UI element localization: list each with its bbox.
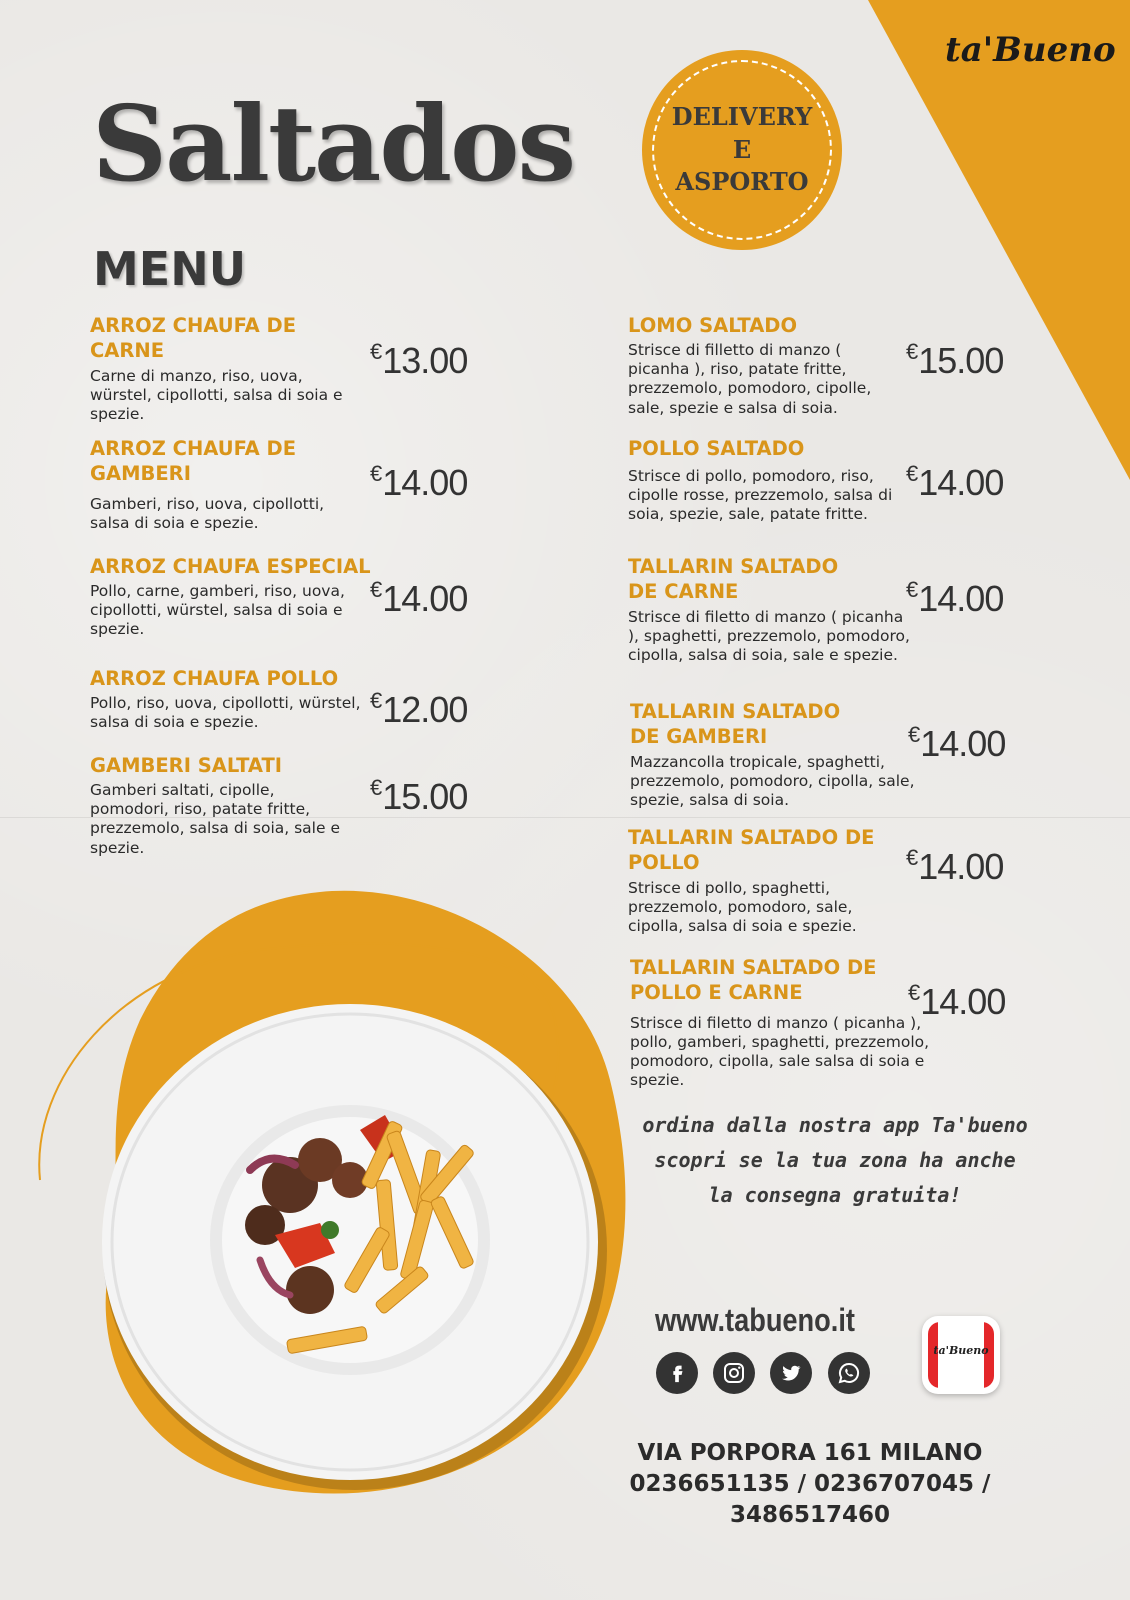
- currency-symbol: €: [370, 775, 382, 800]
- price-value: 14.00: [920, 723, 1006, 764]
- menu-item-price: [906, 461, 1003, 504]
- currency-symbol: €: [906, 577, 918, 602]
- menu-item-desc: Strisce di filetto di manzo ( picanha ), spaghetti, prezzemolo, pomodoro, cipolla, salsa di soia, sale e spezie.: [628, 607, 910, 664]
- price-value: 14.00: [918, 462, 1004, 503]
- menu-item[interactable]: [90, 436, 360, 533]
- brand-logo[interactable]: [945, 30, 1115, 100]
- instagram-icon[interactable]: [713, 1352, 755, 1394]
- menu-item-price: [370, 775, 467, 818]
- price-value: 14.00: [918, 846, 1004, 887]
- promo-line-1: ordina dalla nostra app Ta'bueno: [642, 1113, 1028, 1137]
- menu-item-price: [370, 577, 467, 620]
- menu-item-desc: Mazzancolla tropicale, spaghetti, prezzemolo, pomodoro, cipolla, sale, spezie, salsa di soia.: [630, 752, 915, 809]
- menu-item[interactable]: [628, 554, 913, 665]
- menu-item[interactable]: [90, 753, 355, 858]
- menu-item-name: TALLARIN SALTADO DE GAMBERI: [630, 700, 841, 749]
- price-value: 13.00: [382, 340, 468, 381]
- badge-line-1: DELIVERY: [671, 102, 813, 132]
- menu-item-price: [370, 688, 467, 731]
- food-plate-image: [20, 880, 640, 1520]
- app-icon[interactable]: [922, 1316, 1000, 1394]
- menu-item[interactable]: [90, 313, 345, 424]
- menu-item[interactable]: [628, 436, 898, 525]
- menu-item-price: [906, 845, 1003, 888]
- menu-item-name: TALLARIN SALTADO DE POLLO: [628, 826, 875, 875]
- address-street: VIA PORPORA 161 MILANO: [637, 1440, 983, 1466]
- badge-line-3: ASPORTO: [675, 167, 809, 197]
- menu-item-desc: Pollo, carne, gamberi, riso, uova, cipollotti, würstel, salsa di soia e spezie.: [90, 582, 345, 639]
- facebook-icon[interactable]: [656, 1352, 698, 1394]
- delivery-badge-ring: [652, 60, 832, 240]
- menu-item-name: ARROZ CHAUFA POLLO: [90, 667, 339, 690]
- price-value: 15.00: [918, 340, 1004, 381]
- address-phones: 0236651135 / 0236707045 / 3486517460: [629, 1471, 991, 1529]
- currency-symbol: €: [906, 339, 918, 364]
- menu-item-desc: Strisce di filletto di manzo ( picanha ), riso, patate fritte, prezzemolo, pomodoro, cipolle, sale, spezie e salsa di soia.: [628, 341, 872, 417]
- menu-item-desc: Strisce di pollo, spaghetti, prezzemolo, pomodoro, sale, cipolla, salsa di soia e spezie.: [628, 878, 857, 935]
- page-title: Saltados: [92, 82, 575, 205]
- menu-item-desc: Strisce di filetto di manzo ( picanha ), pollo, gamberi, spaghetti, prezzemolo, pomodoro, cipolla, sale salsa di soia e spezie.: [630, 1013, 930, 1089]
- price-value: 12.00: [382, 689, 468, 730]
- menu-item-price: [908, 980, 1005, 1023]
- menu-item-name: LOMO SALTADO: [628, 314, 798, 337]
- menu-item-desc: Carne di manzo, riso, uova, würstel, cipollotti, salsa di soia e spezie.: [90, 366, 343, 423]
- whatsapp-icon[interactable]: [828, 1352, 870, 1394]
- brand-logo-text: ta'Bueno: [945, 30, 1116, 70]
- menu-item[interactable]: [90, 554, 390, 640]
- page-subtitle: MENU: [93, 242, 247, 296]
- price-value: 14.00: [920, 981, 1006, 1022]
- currency-symbol: €: [370, 577, 382, 602]
- menu-item-name: TALLARIN SALTADO DE POLLO E CARNE: [630, 956, 877, 1005]
- menu-item-name: ARROZ CHAUFA DE CARNE: [90, 314, 297, 363]
- currency-symbol: €: [370, 339, 382, 364]
- app-icon-label: ta'Bueno: [933, 1344, 989, 1357]
- currency-symbol: €: [908, 980, 920, 1005]
- menu-item[interactable]: [90, 666, 365, 732]
- price-value: 14.00: [918, 578, 1004, 619]
- menu-item-price: [906, 339, 1003, 382]
- promo-text: [640, 1108, 1030, 1213]
- menu-item-name: GAMBERI SALTATI: [90, 754, 283, 777]
- menu-item-price: [906, 577, 1003, 620]
- badge-line-2: E: [732, 134, 752, 164]
- twitter-icon[interactable]: [770, 1352, 812, 1394]
- currency-symbol: €: [908, 722, 920, 747]
- currency-symbol: €: [906, 845, 918, 870]
- website-link[interactable]: www.tabueno.it: [655, 1302, 855, 1338]
- menu-item[interactable]: [628, 313, 903, 418]
- menu-item-name: ARROZ CHAUFA ESPECIAL: [90, 555, 371, 578]
- currency-symbol: €: [370, 688, 382, 713]
- menu-item-price: [370, 339, 467, 382]
- menu-item-name: TALLARIN SALTADO DE CARNE: [628, 555, 839, 604]
- menu-item-name: POLLO SALTADO: [628, 437, 805, 460]
- price-value: 15.00: [382, 776, 468, 817]
- menu-item-desc: Gamberi, riso, uova, cipollotti, salsa di soia e spezie.: [90, 494, 325, 532]
- currency-symbol: €: [370, 461, 382, 486]
- menu-item[interactable]: [630, 699, 930, 810]
- menu-item-desc: Strisce di pollo, pomodoro, riso, cipolle rosse, prezzemolo, salsa di soia, spezie, sale, patate fritte.: [628, 467, 893, 524]
- price-value: 14.00: [382, 462, 468, 503]
- promo-line-2: scopri se la tua zona ha anche: [654, 1148, 1016, 1172]
- menu-item[interactable]: [630, 955, 930, 1090]
- menu-item-price: [908, 722, 1005, 765]
- price-value: 14.00: [382, 578, 468, 619]
- address-block: [550, 1438, 1070, 1531]
- delivery-badge: [642, 50, 842, 250]
- menu-item-desc: Gamberi saltati, cipolle, pomodori, riso, patate fritte, prezzemolo, salsa di soia, sale e spezie.: [90, 781, 340, 857]
- menu-item[interactable]: [628, 825, 893, 936]
- menu-item-name: ARROZ CHAUFA DE GAMBERI: [90, 437, 297, 486]
- menu-item-desc: Pollo, riso, uova, cipollotti, würstel, salsa di soia e spezie.: [90, 694, 361, 732]
- menu-item-price: [370, 461, 467, 504]
- promo-line-3: la consegna gratuita!: [708, 1183, 962, 1207]
- currency-symbol: €: [906, 461, 918, 486]
